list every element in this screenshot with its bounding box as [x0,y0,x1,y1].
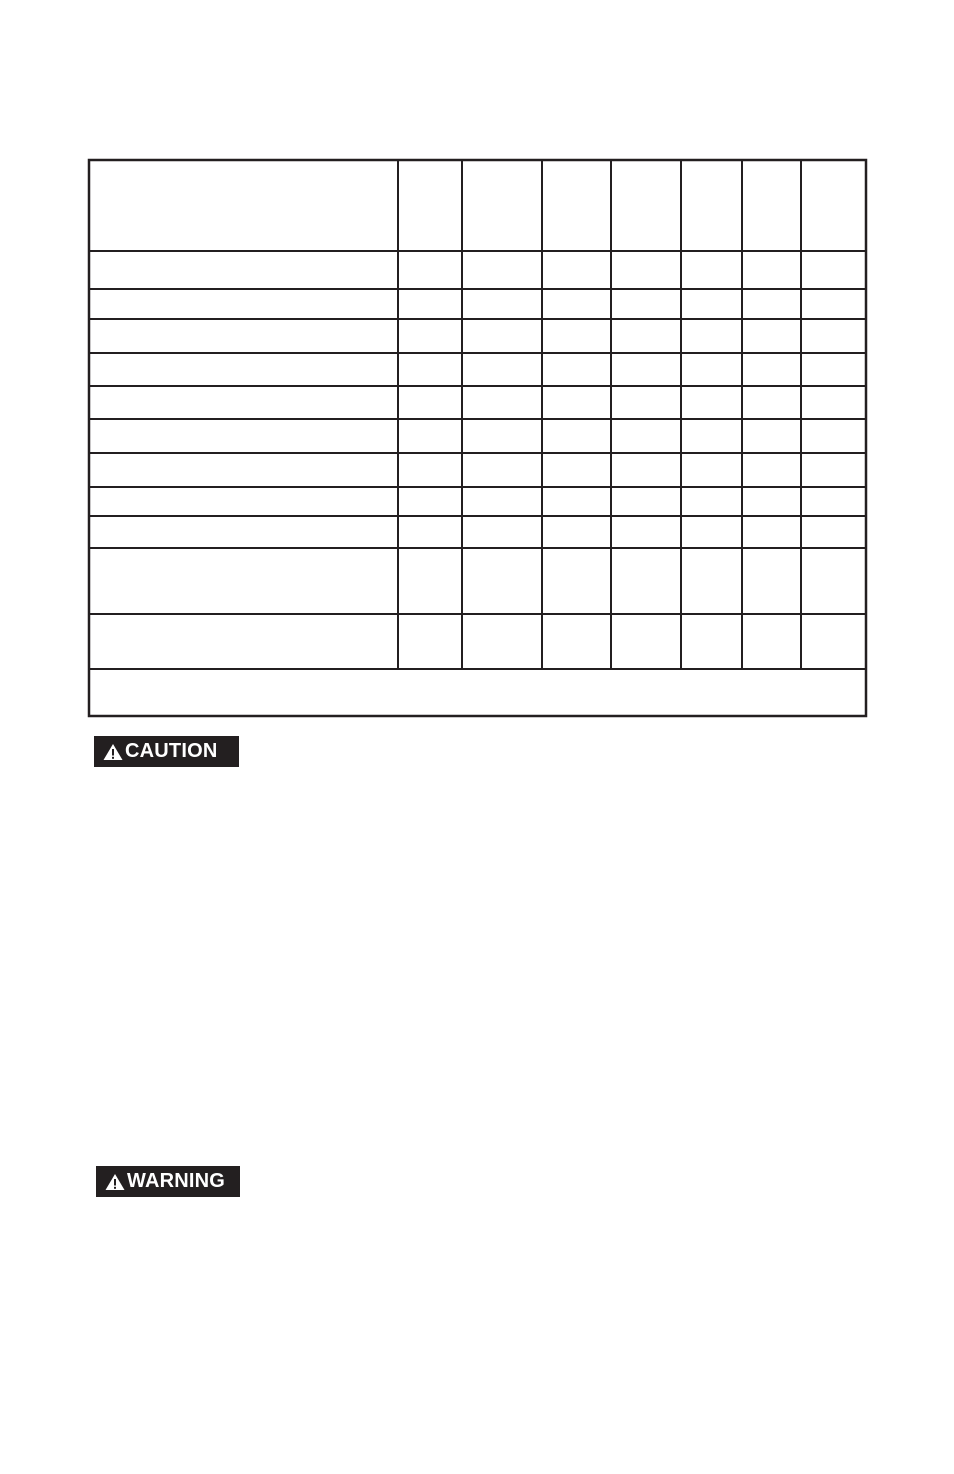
caution-badge [94,736,239,767]
warning-triangle-icon [105,1173,125,1191]
caution-label: CAUTION [125,740,218,762]
table-border [89,160,866,716]
warning-triangle-icon [103,743,123,761]
warning-label: WARNING [127,1170,226,1192]
warning-badge [96,1166,240,1197]
